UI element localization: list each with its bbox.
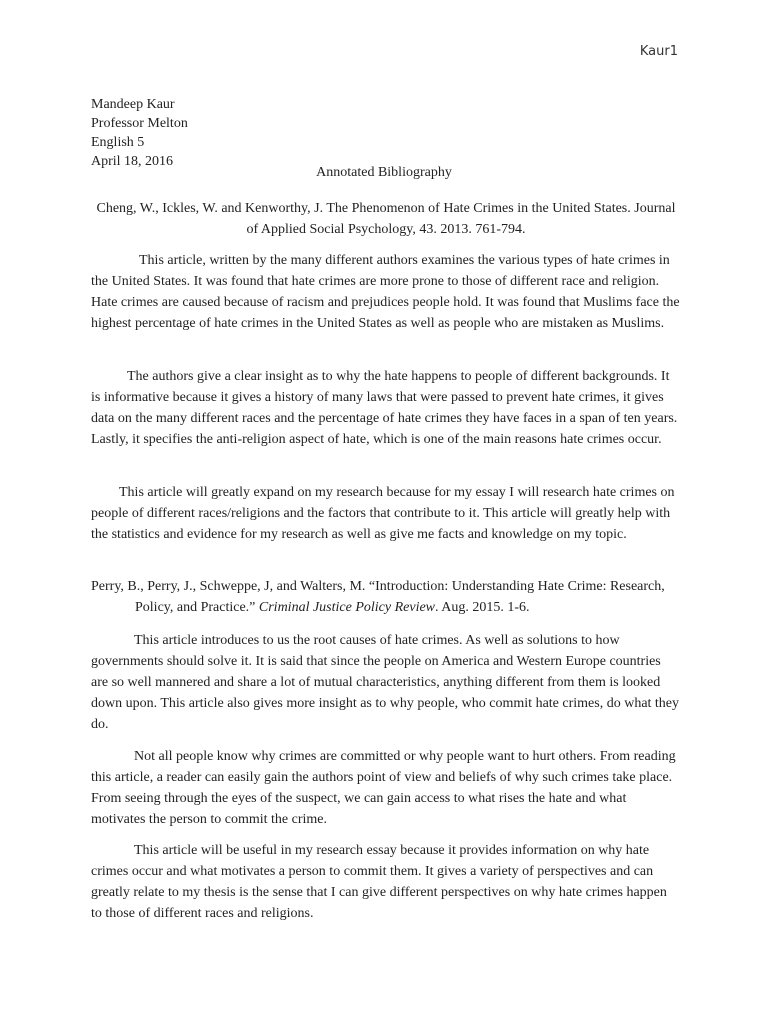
annotation-2-paragraph-1: This article introduces to us the root causes of hate crimes. As well as solutions to how governments should solve it. It is said that since the people on America and Western Europe countries are so well mannered and share a lot of mutual characteristics, anything different from them is looked down upon. This article also gives more insight as to why people, who commit hate crimes, do what they do. [91, 633, 680, 732]
annotation-1-paragraph-3: This article will greatly expand on my research because for my essay I will research hate crimes on people of different races/religions and the factors that contribute to it. This article will greatly help with the statistics and evidence for my research as well as give me facts and knowledge on my topic. [91, 485, 675, 542]
course-name: English 5 [91, 135, 145, 150]
citation-1: Cheng, W., Ickles, W. and Kenworthy, J. The Phenomenon of Hate Crimes in the United States. Journal of Applied Social Psychology, 43. 2013. 761-794. [96, 201, 676, 237]
document-title: Annotated Bibliography [316, 165, 452, 180]
professor-name: Professor Melton [91, 116, 188, 131]
annotation-1-paragraph-2: The authors give a clear insight as to why the hate happens to people of different backgrounds. It is informative because it gives a history of many laws that were passed to prevent hate crimes, it gives data on the many different races and the percentage of hate crimes they have faces in a span of ten years. Lastly, it specifies the anti-religion aspect of hate, which is one of the main reasons hate crimes occur. [91, 369, 678, 447]
citation-2 [91, 576, 681, 618]
mla-heading [91, 95, 188, 171]
annotation-1-paragraph-1: This article, written by the many different authors examines the various types of hate crimes in the United States. It was found that hate crimes are more prone to those of different race and religion. Hate crimes are caused because of racism and prejudices people hold. It was found that Muslims face the highest percentage of hate crimes in the United States as well as people who are mistaken as Muslims. [91, 253, 680, 331]
citation-2-authors-title: Perry, B., Perry, J., Schweppe, J, and Walters, M. “Introduction: Understanding Hate Crime: Research, Policy, and Practice.” [91, 579, 665, 615]
running-head: Kaur1 [639, 44, 678, 59]
citation-2-journal: Criminal Justice Policy Review [258, 600, 436, 615]
citation-2-details: . Aug. 2015. 1-6. [435, 600, 530, 615]
author-name: Mandeep Kaur [91, 97, 175, 112]
annotation-2-paragraph-2: Not all people know why crimes are committed or why people want to hurt others. From reading this article, a reader can easily gain the authors point of view and beliefs of why such crimes take place. From seeing through the eyes of the suspect, we can gain access to what rises the hate and what motivates the person to commit the crime. [91, 749, 676, 827]
annotation-2-paragraph-3: This article will be useful in my research essay because it provides information on why hate crimes occur and what motivates a person to commit them. It gives a variety of perspectives and can greatly relate to my thesis is the sense that I can give different perspectives on why hate crimes happen to those of different races and religions. [91, 843, 667, 921]
date: April 18, 2016 [91, 154, 174, 169]
